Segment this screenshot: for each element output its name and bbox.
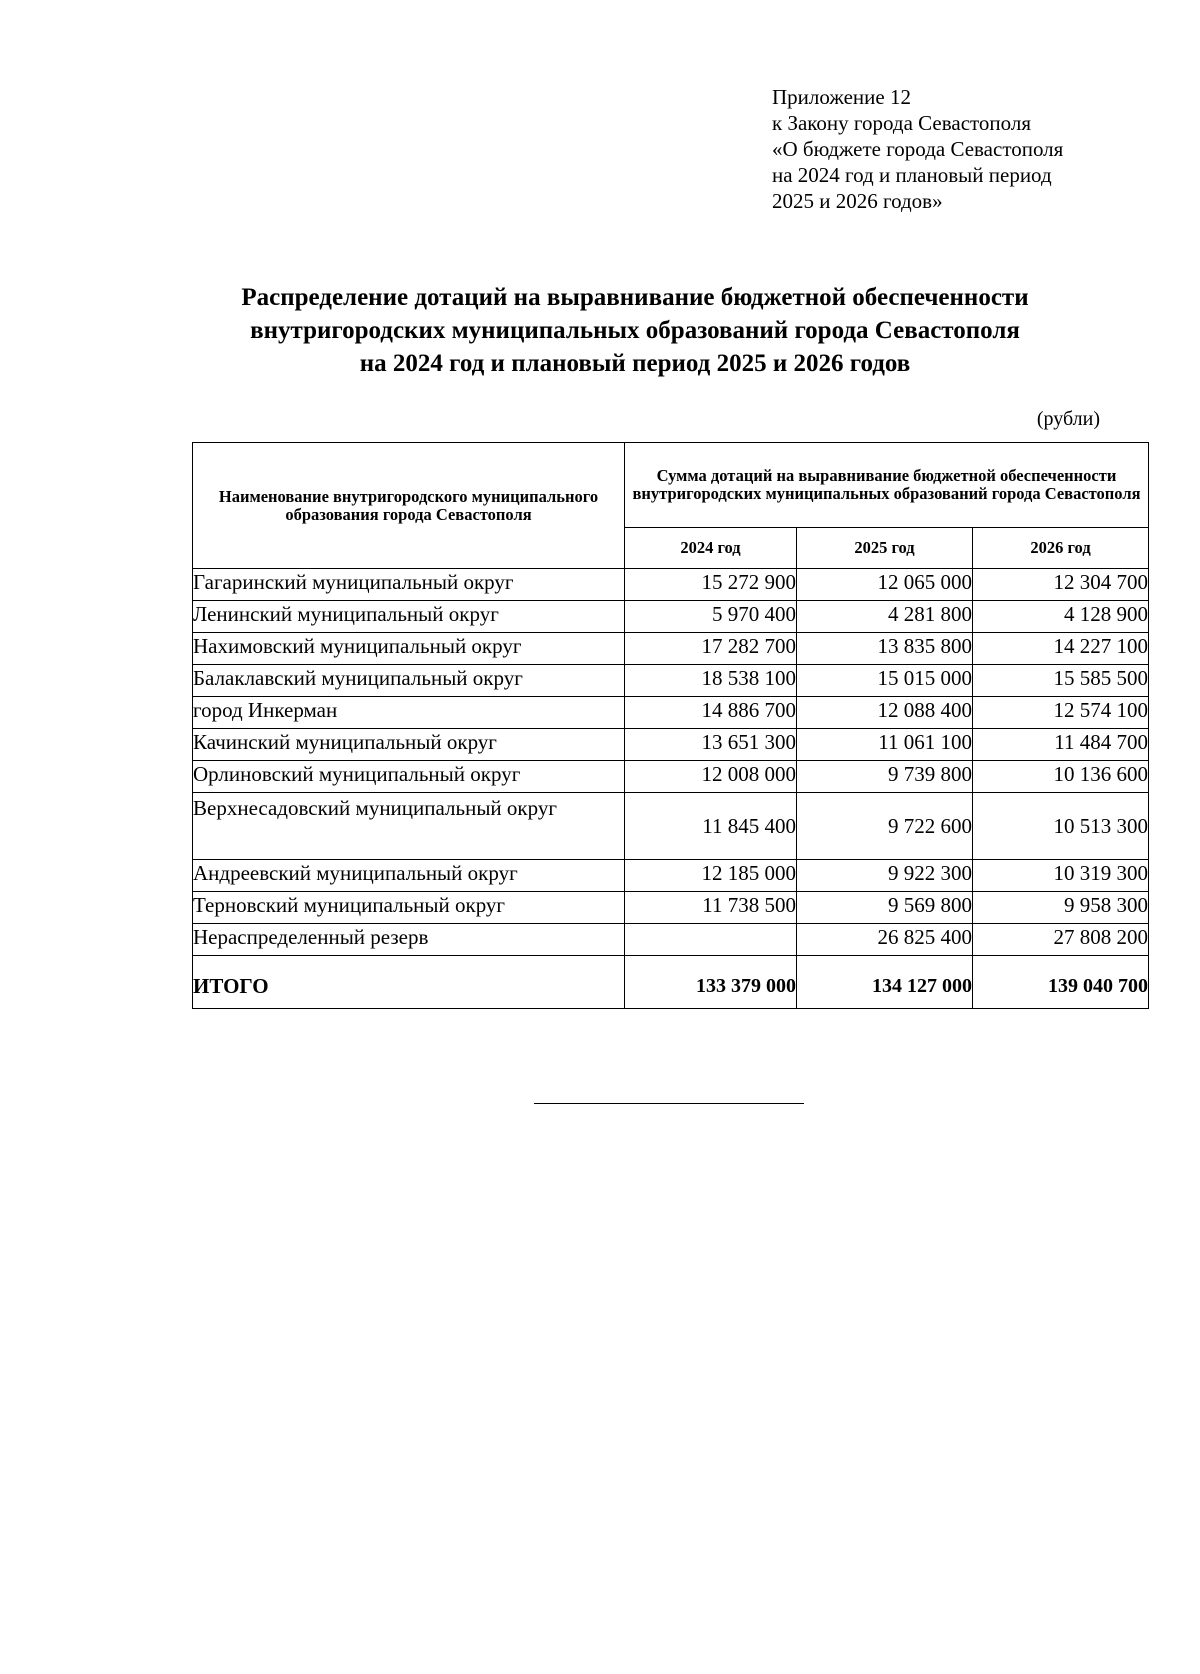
appendix-line: к Закону города Севастополя	[772, 111, 1032, 135]
year-header-2025: 2025 год	[797, 528, 973, 569]
amount-2026: 14 227 100	[973, 633, 1149, 665]
amount-2025: 4 281 800	[797, 601, 973, 633]
district-name: Андреевский муниципальный округ	[193, 860, 625, 892]
amount-2025: 9 739 800	[797, 761, 973, 793]
district-name: город Инкерман	[193, 697, 625, 729]
units-label: (рубли)	[1036, 408, 1100, 430]
amount-2025: 9 922 300	[797, 860, 973, 892]
amount-2026: 12 304 700	[973, 569, 1149, 601]
amount-2026: 4 128 900	[973, 601, 1149, 633]
total-2025: 134 127 000	[797, 956, 973, 1009]
title-line: внутригородских муниципальных образований города Севастополя	[250, 317, 1020, 344]
amount-2024: 5 970 400	[625, 601, 797, 633]
amount-2026: 10 136 600	[973, 761, 1149, 793]
amount-2025: 12 065 000	[797, 569, 973, 601]
table-row	[193, 729, 1149, 761]
amount-2026: 27 808 200	[973, 924, 1149, 956]
district-name: Нахимовский муниципальный округ	[193, 633, 625, 665]
table-row	[193, 761, 1149, 793]
table-header-row	[193, 443, 1149, 528]
amount-2025: 15 015 000	[797, 665, 973, 697]
total-2026: 139 040 700	[973, 956, 1149, 1009]
table-row	[193, 793, 1149, 860]
title-line: на 2024 год и плановый период 2025 и 2026 годов	[359, 350, 911, 377]
appendix-line: на 2024 год и плановый период	[772, 163, 1052, 187]
amount-2026: 10 513 300	[973, 793, 1149, 860]
total-label: ИТОГО	[193, 956, 625, 1009]
district-name: Балаклавский муниципальный округ	[193, 665, 625, 697]
table-row	[193, 892, 1149, 924]
amount-2026: 11 484 700	[973, 729, 1149, 761]
amount-2026: 15 585 500	[973, 665, 1149, 697]
amount-2024: 15 272 900	[625, 569, 797, 601]
amount-2024: 14 886 700	[625, 697, 797, 729]
appendix-line: 2025 и 2026 годов»	[772, 189, 943, 213]
table-row	[193, 633, 1149, 665]
district-name: Орлиновский муниципальный округ	[193, 761, 625, 793]
amount-2025: 12 088 400	[797, 697, 973, 729]
district-name: Ленинский муниципальный округ	[193, 601, 625, 633]
amount-2025: 13 835 800	[797, 633, 973, 665]
amount-2024: 11 845 400	[625, 793, 797, 860]
year-header-2026: 2026 год	[973, 528, 1149, 569]
district-name: Гагаринский муниципальный округ	[193, 569, 625, 601]
district-name: Терновский муниципальный округ	[193, 892, 625, 924]
amount-2024: 17 282 700	[625, 633, 797, 665]
total-2024: 133 379 000	[625, 956, 797, 1009]
amount-2025: 9 722 600	[797, 793, 973, 860]
table-row	[193, 569, 1149, 601]
amount-2024: 13 651 300	[625, 729, 797, 761]
document-title	[150, 281, 1120, 380]
appendix-reference	[772, 84, 1152, 214]
subsidy-table	[192, 442, 1149, 1009]
end-divider	[534, 1103, 804, 1104]
table-row	[193, 665, 1149, 697]
district-name: Верхнесадовский муниципальный округ	[193, 793, 625, 860]
table-row	[193, 697, 1149, 729]
table-row	[193, 601, 1149, 633]
title-line: Распределение дотаций на выравнивание бюджетной обеспеченности	[241, 284, 1029, 311]
amount-2026: 12 574 100	[973, 697, 1149, 729]
amount-2024: 11 738 500	[625, 892, 797, 924]
appendix-line: Приложение 12	[772, 85, 911, 109]
table-row	[193, 860, 1149, 892]
amount-2026: 9 958 300	[973, 892, 1149, 924]
district-name: Качинский муниципальный округ	[193, 729, 625, 761]
amount-2024: 12 008 000	[625, 761, 797, 793]
name-column-header: Наименование внутригородского муниципального образования города Севастополя	[193, 443, 625, 569]
amount-2024: 18 538 100	[625, 665, 797, 697]
amount-2025: 26 825 400	[797, 924, 973, 956]
year-header-2024: 2024 год	[625, 528, 797, 569]
appendix-line: «О бюджете города Севастополя	[772, 137, 1064, 161]
table-row	[193, 924, 1149, 956]
amount-2025: 11 061 100	[797, 729, 973, 761]
total-row	[193, 956, 1149, 1009]
amount-2024: 12 185 000	[625, 860, 797, 892]
amount-2026: 10 319 300	[973, 860, 1149, 892]
amount-2024	[625, 924, 797, 956]
sum-column-header: Сумма дотаций на выравнивание бюджетной обеспеченности внутригородских муниципальных образований города Севастополя	[625, 443, 1149, 528]
district-name: Нераспределенный резерв	[193, 924, 625, 956]
amount-2025: 9 569 800	[797, 892, 973, 924]
